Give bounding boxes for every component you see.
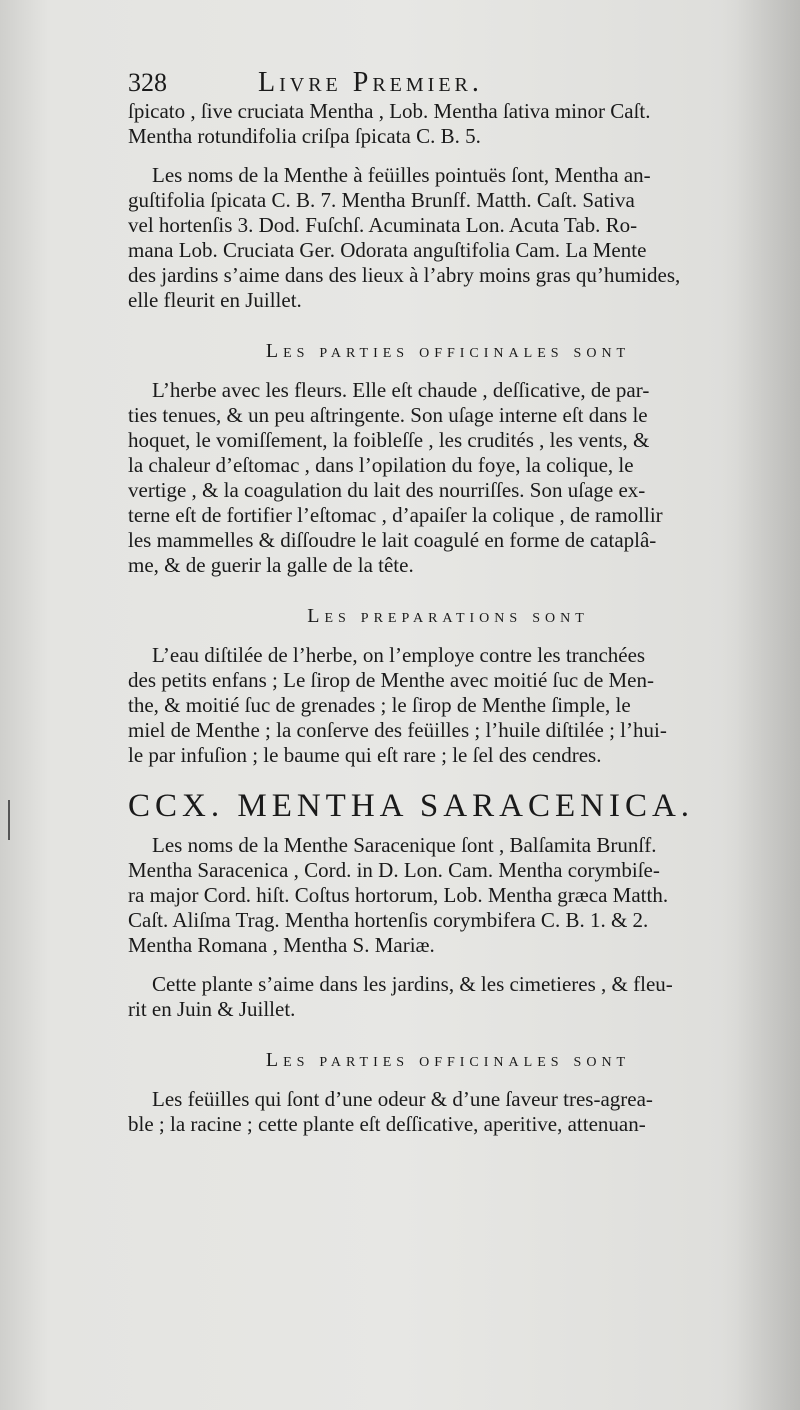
text-line: la chaleur d’eſtomac , dans l’opilation du foye, la colique, le (128, 453, 634, 477)
text-line: Mentha Saracenica , Cord. in D. Lon. Cam. Mentha corymbiſe- (128, 858, 660, 882)
text-line: rit en Juin & Juillet. (128, 997, 296, 1021)
text-line: Mentha Romana , Mentha S. Mariæ. (128, 933, 435, 957)
text-line: vertige , & la coagulation du lait des nourriſſes. Son uſage ex- (128, 478, 646, 502)
text-line: L’eau diſtilée de l’herbe, on l’employe contre les tranchées (152, 643, 646, 667)
text-line: miel de Menthe ; la conſerve des feüilles ; l’huile diſtilée ; l’hui- (128, 718, 667, 742)
text-line: Les noms de la Menthe Saracenique ſont , Balſamita Brunſf. (152, 833, 657, 857)
text-line: the, & moitié ſuc de grenades ; le ſirop de Menthe ſimple, le (128, 693, 631, 717)
page-scratch-mark (8, 800, 10, 840)
text-line: Caſt. Aliſma Trag. Mentha hortenſis corymbifera C. B. 1. & 2. (128, 908, 649, 932)
text-line: ties tenues, & un peu aſtringente. Son uſage interne eſt dans le (128, 403, 648, 427)
page-number: 328 (128, 68, 167, 97)
text-line: elle fleurit en Juillet. (128, 288, 302, 312)
text-line: Mentha rotundifolia criſpa ſpicata C. B. 5. (128, 124, 481, 148)
text-line: les mammelles & diſſoudre le lait coagulé en forme de cataplâ- (128, 528, 657, 552)
text-line: mana Lob. Cruciata Ger. Odorata anguſtifolia Cam. La Mente (128, 238, 647, 262)
text-line: terne eſt de fortifier l’eſtomac , d’apaiſer la colique , de ramollir (128, 503, 663, 527)
text-line: vel hortenſis 3. Dod. Fuſchſ. Acuminata Lon. Acuta Tab. Ro- (128, 213, 638, 237)
text-line: ra major Cord. hiſt. Coſtus hortorum, Lob. Mentha græca Matth. (128, 883, 669, 907)
text-line: guſtifolia ſpicata C. B. 7. Mentha Brunſf. Matth. Caſt. Sativa (128, 188, 635, 212)
page-header (128, 67, 768, 98)
text-line: hoquet, le vomiſſement, la foibleſſe , les crudités , les vents, & (128, 428, 650, 452)
text-line: Les noms de la Menthe à feüilles pointuës ſont, Mentha an- (152, 163, 651, 187)
text-line: ble ; la racine ; cette plante eſt deſſicative, aperitive, attenuan- (128, 1112, 646, 1136)
text-line: le par infuſion ; le baume qui eſt rare ; le ſel des cendres. (128, 743, 602, 767)
section-heading: Les preparations sont (307, 605, 589, 627)
text-line: des petits enfans ; Le ſirop de Menthe avec moitié ſuc de Men- (128, 668, 654, 692)
text-line: Les feüilles qui ſont d’une odeur & d’une ſaveur tres-agrea- (152, 1087, 653, 1111)
text-line: ſpicato , ſive cruciata Mentha , Lob. Mentha ſativa minor Caſt. (128, 99, 651, 123)
text-line: L’herbe avec les fleurs. Elle eſt chaude , deſſicative, de par- (152, 378, 650, 402)
text-line: me, & de guerir la galle de la tête. (128, 553, 414, 577)
section-heading: Les parties officinales sont (265, 1049, 631, 1071)
page-content (128, 67, 768, 1137)
section-heading: Les parties officinales sont (265, 340, 631, 362)
text-line: Cette plante s’aime dans les jardins, & les cimetieres , & fleu- (152, 972, 673, 996)
text-line: des jardins s’aime dans des lieux à l’abry moins gras qu’humides, (128, 263, 681, 287)
chapter-title: CCX. MENTHA SARACENICA. (128, 788, 695, 824)
running-title: Livre Premier. (258, 67, 483, 98)
